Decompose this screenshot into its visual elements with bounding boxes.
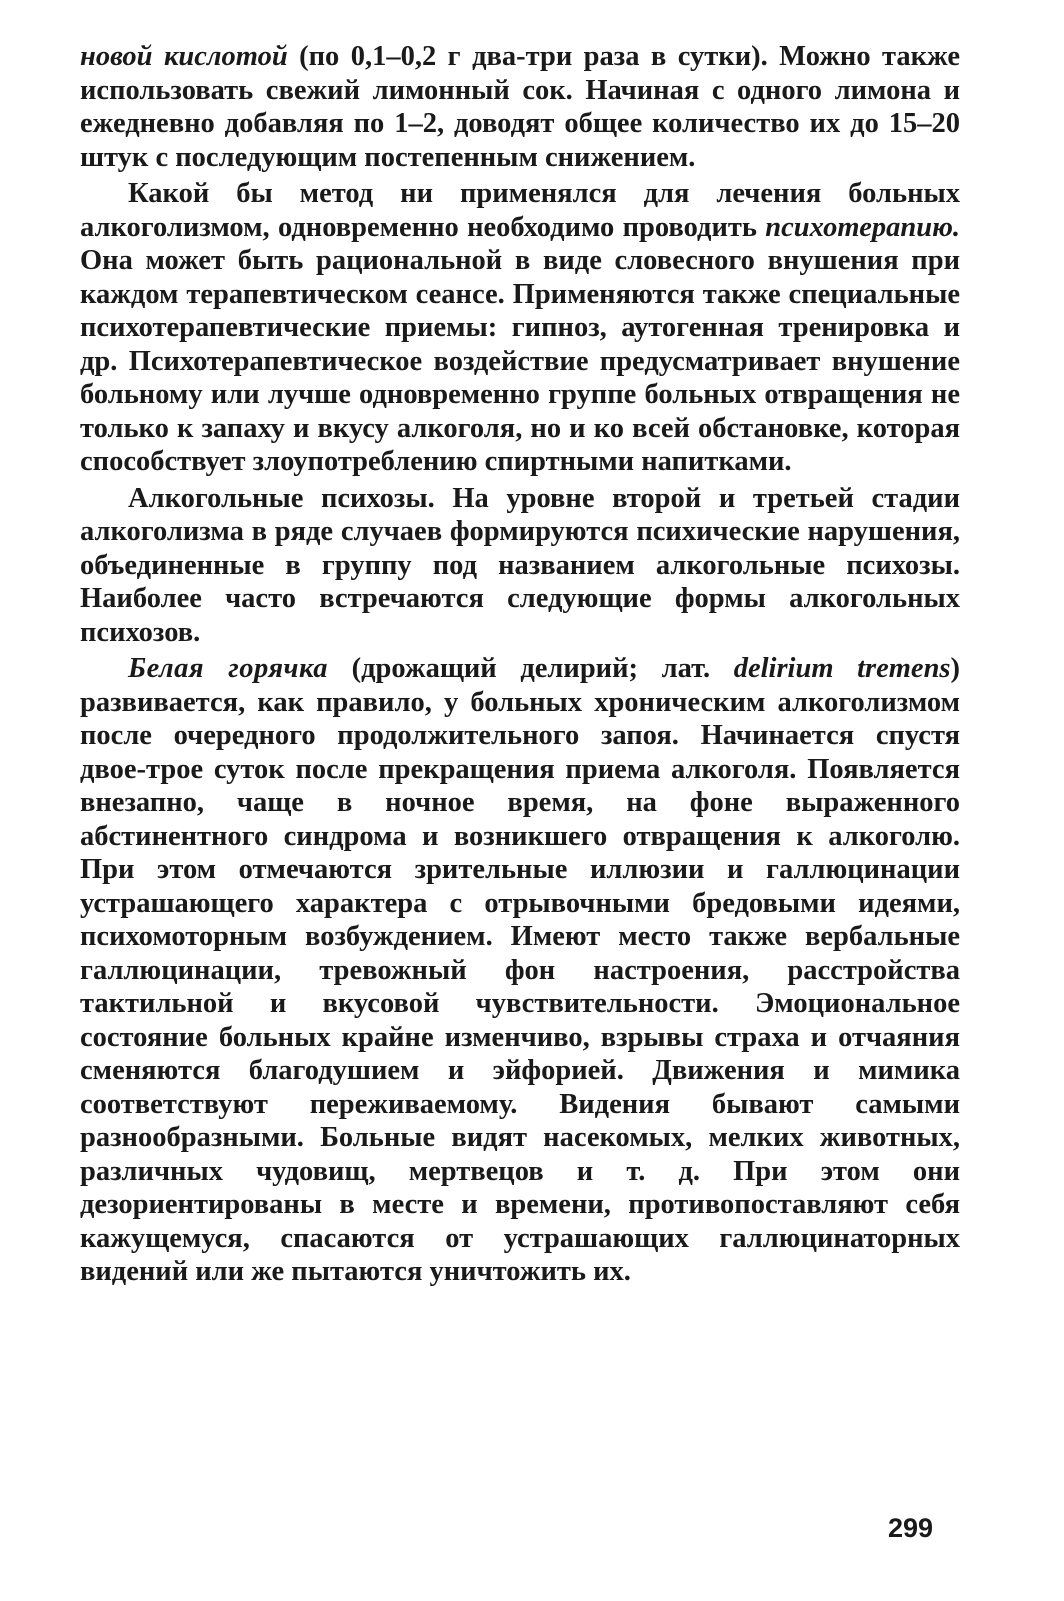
paragraph-text: На уровне второй и третьей стадии алкоголизма в ряде случаев формируются психические нарушения, объединенные в группу под названием алкогольные психозы. Наиболее часто встречаются следующие формы алкогольных психозов. [80, 482, 960, 648]
italic-term: новой кислотой [80, 41, 288, 72]
paragraph-continuation [80, 40, 960, 174]
page-number: 299 [888, 1513, 934, 1543]
paragraph-text: ) развивается, как правило, у больных хроническим алкоголизмом после очередного продолжительного запоя. Начинается спустя двое-трое суток после прекращения приема алкоголя. Появляется внезапно, чаще в ночное время, на фоне выраженного абстинентного синдрома и возникшего отвращения к алкоголю. При этом отмечаются зрительные иллюзии и галлюцинации устрашающего характера с отрывочными бредовыми идеями, психомоторным возбуждением. Имеют место также вербальные галлюцинации, тревожный фон настроения, расстройства тактильной и вкусовой чувствительности. Эмоциональное состояние больных крайне изменчиво, взрывы страха и отчаяния сменяются благодушием и эйфорией. Движения и мимика соответствуют переживаемому. Видения бывают самыми разнообразными. Больные видят насекомых, мелких животных, различных чудовищ, мертвецов и т. д. При этом они дезориентированы в месте и времени, противопоставляют себя кажущемуся, спасаются от устрашающих галлюцинаторных видений или же пытаются уничтожить их. [80, 653, 961, 1287]
subsection-heading: Белая горячка [128, 653, 328, 684]
paragraph-text: (по 0,1–0,2 г два-три раза в сутки). Можно также использовать свежий лимонный сок. Начиная с одного лимона и ежедневно добавляя по 1–2, доводят общее количество их до 15–20 штук с последующим постепенным снижением. [80, 41, 960, 173]
paragraph-text: Она может быть рациональной в виде словесного внушения при каждом терапевтическом сеансе. Применяются также специальные психотерапевтические приемы: гипноз, аутогенная тренировка и др. Психотерапевтическое воздействие предусматривает внушение больному или лучше одновременно группе больных отвращения не только к запаху и вкусу алкоголя, но и ко всей обстановке, которая способствует злоупотреблению спиртными напитками. [80, 245, 960, 477]
paragraph-text: (дрожащий делирий; лат. [328, 653, 734, 684]
paragraph-alcoholic-psychoses [80, 482, 960, 650]
paragraph-psychotherapy [80, 177, 960, 479]
italic-term: психотерапию. [765, 211, 960, 243]
paragraph-delirium-tremens [80, 652, 960, 1289]
latin-term: delirium tremens [733, 653, 951, 684]
paragraph-text: Какой бы метод ни применялся для лечения больных алкоголизмом, одновременно необходимо проводить [80, 178, 960, 243]
section-heading: Алкогольные психозы. [128, 482, 435, 514]
page-body [80, 40, 960, 1289]
